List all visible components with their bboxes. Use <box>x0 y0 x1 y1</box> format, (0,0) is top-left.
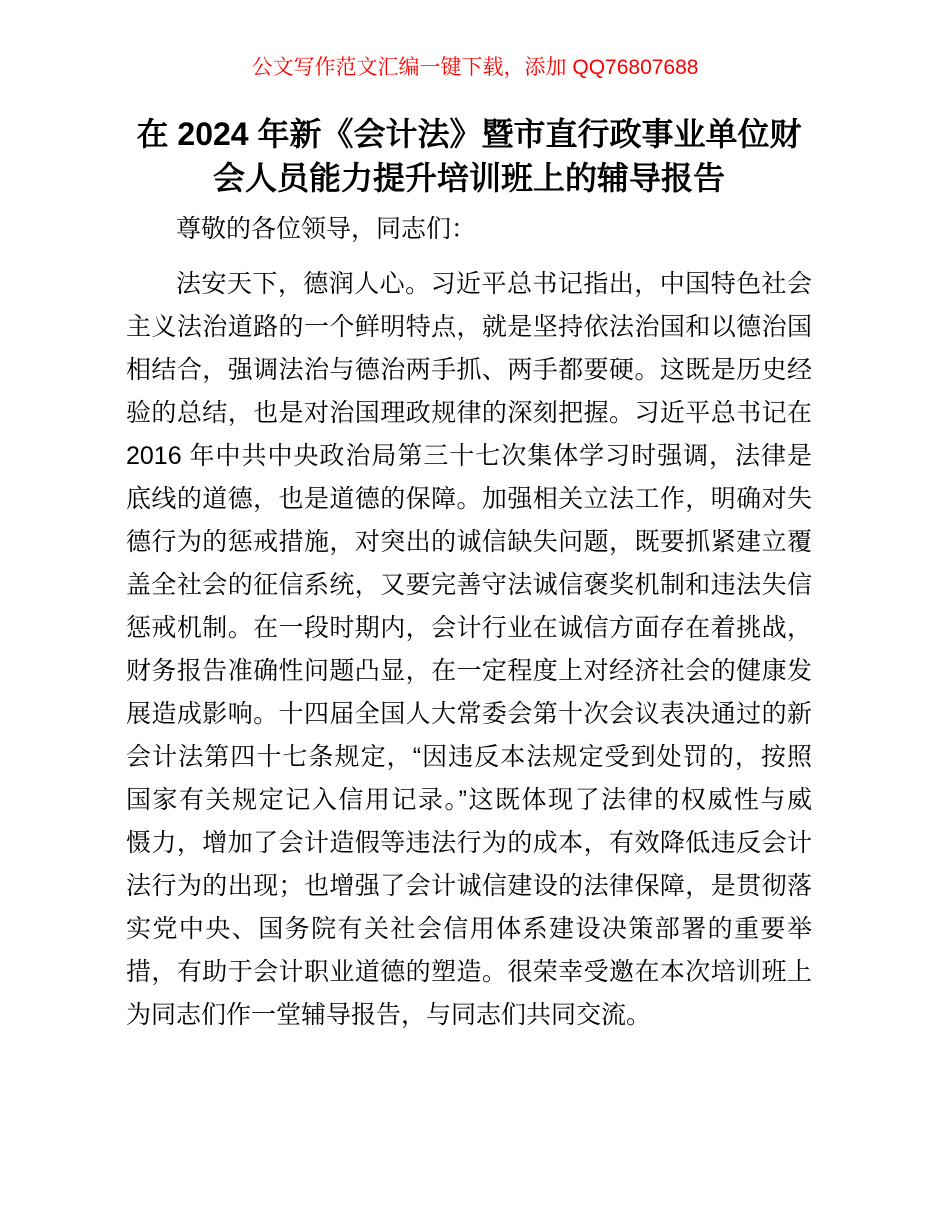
paragraph-line: 主义法治道路的一个鲜明特点，就是坚持依法治国和以德治国 <box>126 313 812 341</box>
paragraph-line: 会计法第四十七条规定，“因违反本法规定受到处罚的，按照 <box>126 743 812 771</box>
paragraph-line: 财务报告准确性问题凸显，在一定程度上对经济社会的健康发 <box>126 657 812 685</box>
body-paragraph <box>126 263 812 1037</box>
paragraph-line: 惩戒机制。在一段时期内，会计行业在诚信方面存在着挑战， <box>126 614 812 642</box>
paragraph-line: 法行为的出现；也增强了会计诚信建设的法律保障，是贯彻落 <box>126 872 812 900</box>
document-title <box>126 112 812 200</box>
paragraph-line: 2016 年中共中央政治局第三十七次集体学习时强调，法律是 <box>126 442 812 470</box>
paragraph-line: 底线的道德，也是道德的保障。加强相关立法工作，明确对失 <box>126 485 812 513</box>
paragraph-line: 法安天下，德润人心。习近平总书记指出，中国特色社会 <box>176 270 812 298</box>
paragraph-line: 慑力，增加了会计造假等违法行为的成本，有效降低违反会计 <box>126 829 812 857</box>
paragraph-line: 盖全社会的征信系统，又要完善守法诚信褒奖机制和违法失信 <box>126 571 812 599</box>
document-title-line-1: 在 2024 年新《会计法》暨市直行政事业单位财 <box>136 116 802 152</box>
greeting-line: 尊敬的各位领导，同志们： <box>176 215 477 243</box>
paragraph-line: 实党中央、国务院有关社会信用体系建设决策部署的重要举 <box>126 915 812 943</box>
paragraph-line: 措，有助于会计职业道德的塑造。很荣幸受邀在本次培训班上 <box>126 958 812 986</box>
paragraph-line: 为同志们作一堂辅导报告，与同志们共同交流。 <box>126 1001 652 1029</box>
paragraph-line: 德行为的惩戒措施，对突出的诚信缺失问题，既要抓紧建立覆 <box>126 528 812 556</box>
document-content <box>126 112 812 1037</box>
promo-banner-text: 公文写作范文汇编一键下载，添加 QQ76807688 <box>251 56 699 79</box>
paragraph-line: 验的总结，也是对治国理政规律的深刻把握。习近平总书记在 <box>126 399 812 427</box>
paragraph-line: 展造成影响。十四届全国人大常委会第十次会议表决通过的新 <box>126 700 812 728</box>
document-title-line-2: 会人员能力提升培训班上的辅导报告 <box>212 160 725 196</box>
paragraph-line: 国家有关规定记入信用记录。”这既体现了法律的权威性与威 <box>126 786 812 814</box>
paragraph-line: 相结合，强调法治与德治两手抓、两手都要硬。这既是历史经 <box>126 356 812 384</box>
